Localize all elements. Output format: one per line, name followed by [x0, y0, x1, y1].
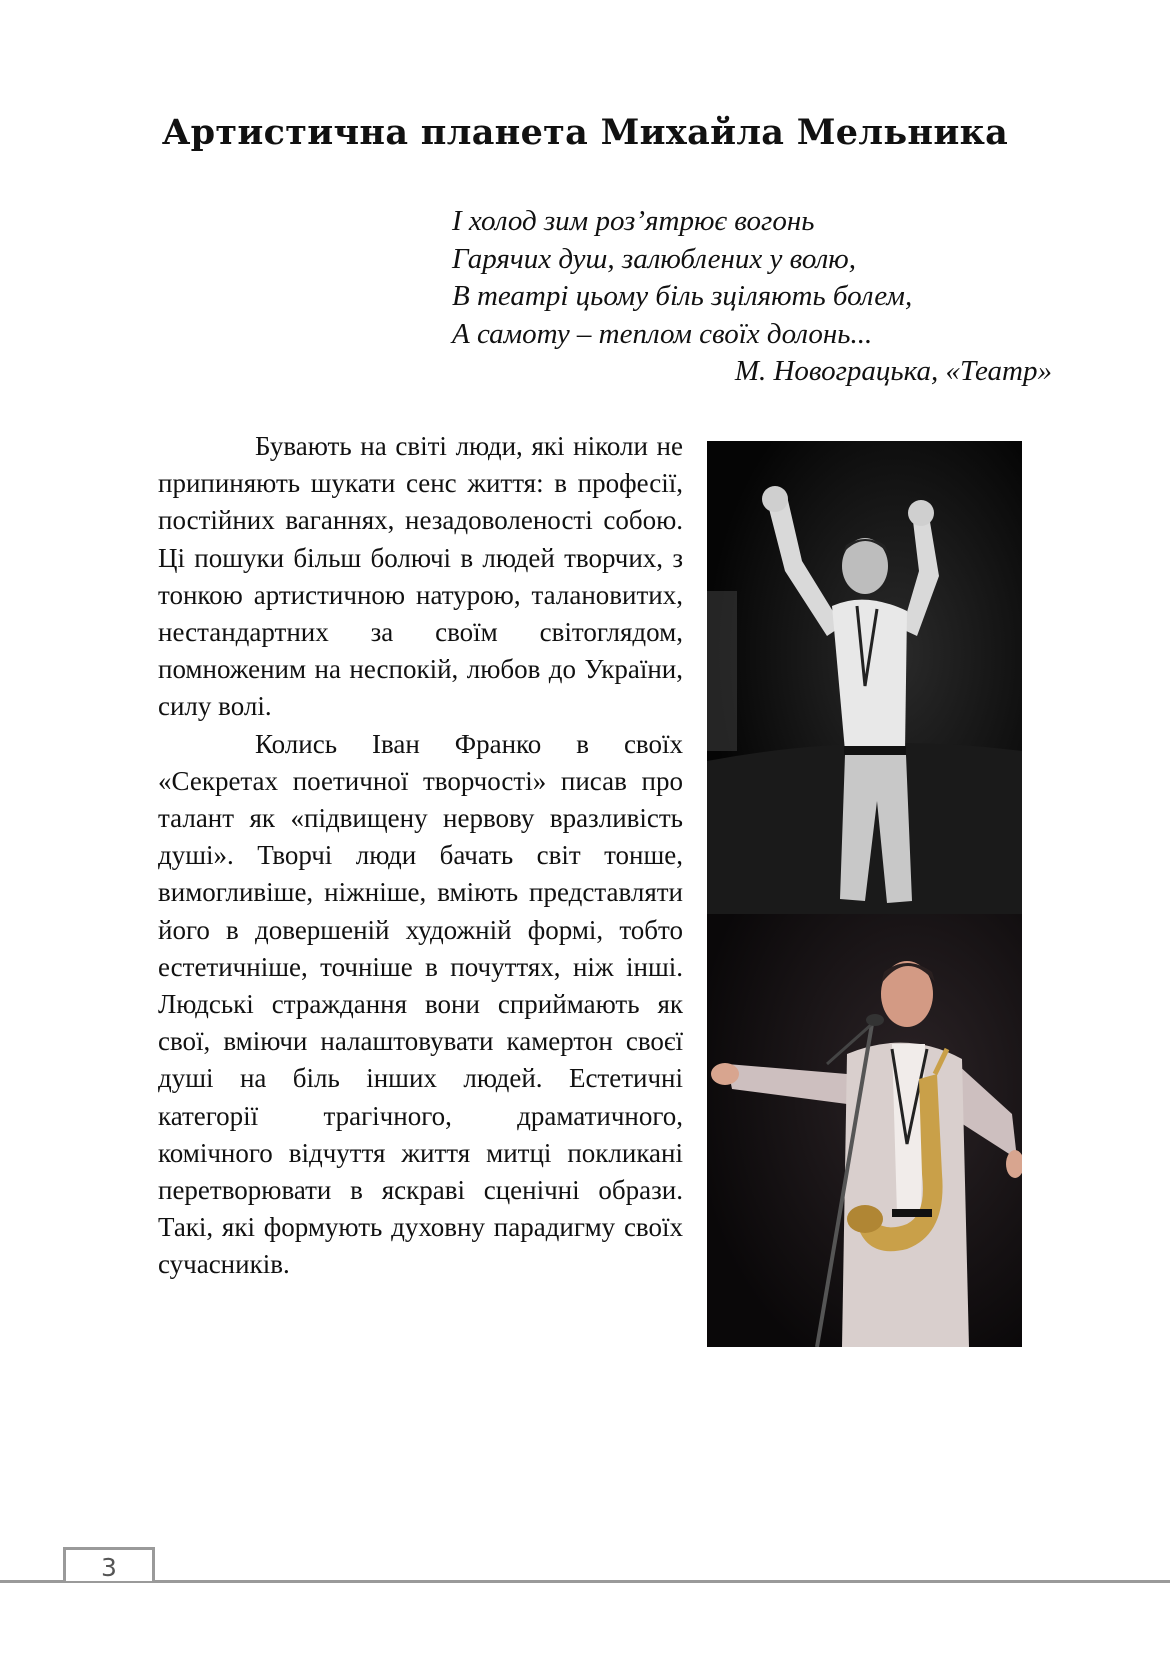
performer-photo-top	[707, 441, 1022, 914]
page-title: Артистична планета Михайла Мельника	[161, 112, 1009, 153]
epigraph	[452, 203, 1062, 391]
page-number: 3	[101, 1553, 117, 1582]
epigraph-attribution: М. Новограцька, «Театр»	[734, 355, 1052, 387]
article-body	[158, 428, 683, 1284]
singer-saxophone-illustration	[707, 914, 1022, 1347]
epigraph-line: А самоту – теплом своїх долонь...	[452, 317, 873, 350]
performer-photo-bottom	[707, 914, 1022, 1347]
footer-rule	[0, 1580, 1170, 1583]
performer-silhouette-illustration	[707, 441, 1022, 914]
epigraph-line: В театрі цьому біль зціляють болем,	[452, 280, 913, 312]
epigraph-line: І холод зим роз’ятрює вогонь	[452, 205, 815, 237]
epigraph-line: Гарячих душ, залюблених у волю,	[452, 242, 856, 275]
paragraph: Бувають на світі люди, які ніколи не припиняють шукати сенс життя: в професії, постійних ваганнях, незадоволеності собою. Ці пошуки більш болючі в людей творчих, з тонкою артистичною натурою, талановитих, нестандартних за своїм світоглядом, помноженим на неспокій, любов до України, силу волі.	[158, 431, 683, 722]
paragraph: Колись Іван Франко в своїх «Секретах поетичної творчості» писав про талант як «підвищену нервову вразливість душі». Творчі люди бачать світ тонше, вимогливіше, ніжніше, вміють представляти його в довершеній художній формі, тобто естетичніше, точніше в почуттях, ніж інші. Людські страждання вони сприймають як свої, вміючи налаштовувати камертон своєї душі на біль інших людей. Естетичні категорії трагічного, драматичного, комічного відчуття життя митці покликані перетворювати в яскраві сценічні образи. Такі, які формують духовну парадигму своїх сучасників.	[158, 728, 683, 1280]
